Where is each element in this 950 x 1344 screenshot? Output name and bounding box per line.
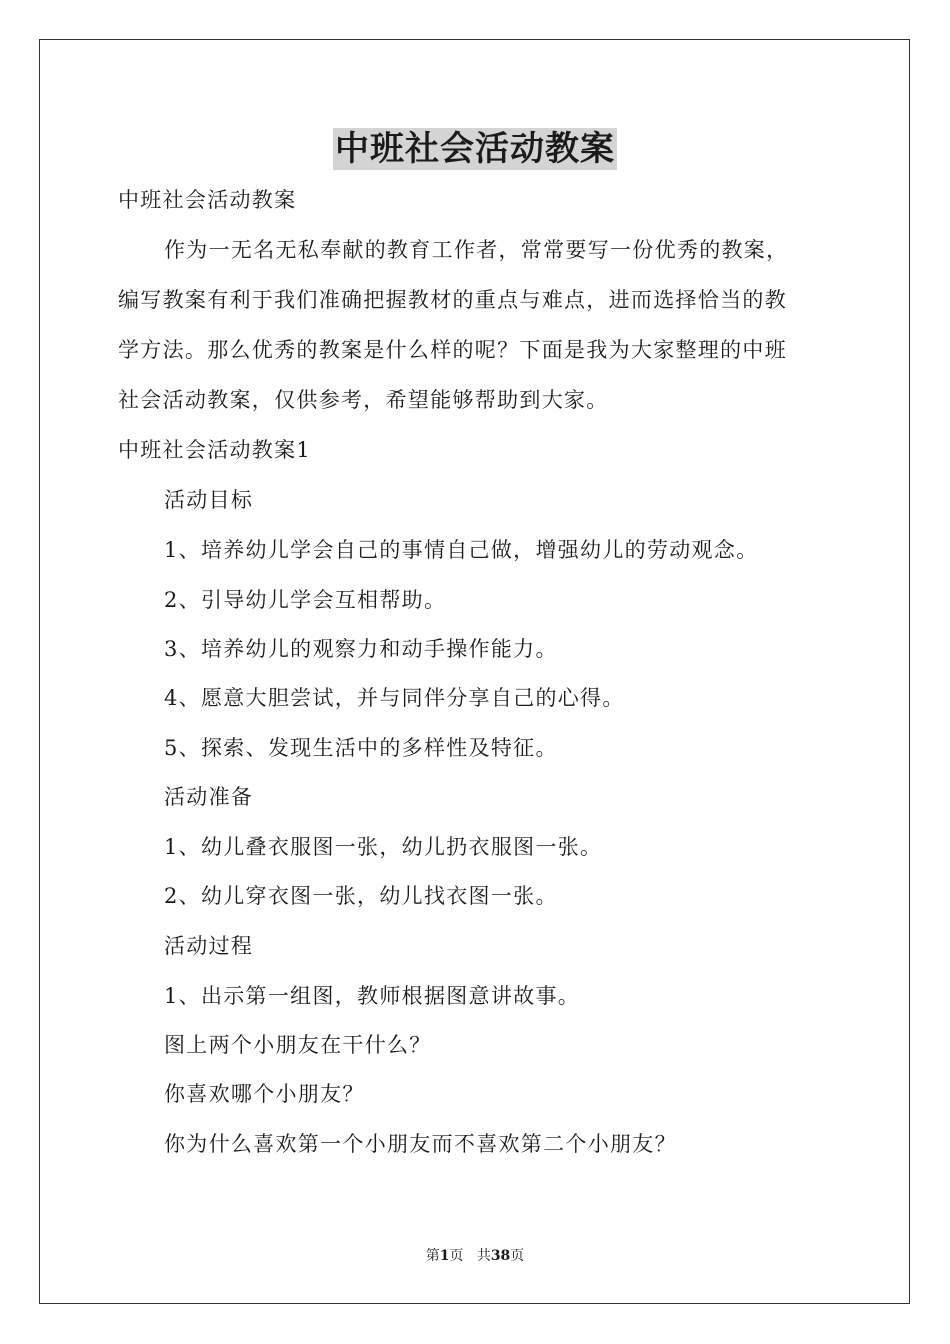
page-border bbox=[39, 39, 910, 1304]
goal-item-3: 3、培养幼儿的观察力和动手操作能力。 bbox=[164, 637, 558, 661]
footer-total-suffix: 页 bbox=[510, 1248, 525, 1264]
intro-line-1: 作为一无名无私奉献的教育工作者，常常要写一份优秀的教案， bbox=[164, 238, 789, 262]
prep-item-2: 2、幼儿穿衣图一张，幼儿找衣图一张。 bbox=[164, 884, 558, 908]
goal-item-2: 2、引导幼儿学会互相帮助。 bbox=[164, 588, 447, 612]
document-subtitle: 中班社会活动教案 bbox=[118, 188, 297, 212]
process-item-1: 1、出示第一组图，教师根据图意讲故事。 bbox=[164, 984, 581, 1008]
footer-total-prefix: 共 bbox=[476, 1248, 491, 1264]
footer-page-number: 1 bbox=[439, 1248, 450, 1264]
prep-heading: 活动准备 bbox=[164, 785, 254, 809]
page-footer bbox=[0, 1247, 950, 1265]
process-heading: 活动过程 bbox=[164, 934, 254, 958]
goal-item-1: 1、培养幼儿学会自己的事情自己做，增强幼儿的劳动观念。 bbox=[164, 538, 759, 562]
goal-item-5: 5、探索、发现生活中的多样性及特征。 bbox=[164, 736, 558, 760]
title-container bbox=[0, 128, 950, 170]
prep-item-1: 1、幼儿叠衣服图一张，幼儿扔衣服图一张。 bbox=[164, 835, 603, 859]
footer-page-prefix: 第 bbox=[425, 1248, 440, 1264]
document-title: 中班社会活动教案 bbox=[335, 129, 615, 169]
goal-item-4: 4、愿意大胆尝试，并与同伴分享自己的心得。 bbox=[164, 686, 625, 710]
intro-line-2: 编写教案有利于我们准确把握教材的重点与难点，进而选择恰当的教 bbox=[118, 288, 787, 312]
goals-heading: 活动目标 bbox=[164, 488, 254, 512]
footer-total-pages: 38 bbox=[490, 1248, 511, 1264]
process-item-4: 你为什么喜欢第一个小朋友而不喜欢第二个小朋友？ bbox=[164, 1132, 677, 1156]
intro-line-3: 学方法。那么优秀的教案是什么样的呢？下面是我为大家整理的中班 bbox=[118, 338, 787, 362]
process-item-2: 图上两个小朋友在干什么？ bbox=[164, 1033, 432, 1057]
process-item-3: 你喜欢哪个小朋友？ bbox=[164, 1082, 365, 1106]
section-heading: 中班社会活动教案1 bbox=[118, 438, 312, 462]
intro-line-4: 社会活动教案，仅供参考，希望能够帮助到大家。 bbox=[118, 388, 609, 412]
footer-page-suffix: 页 bbox=[449, 1248, 464, 1264]
